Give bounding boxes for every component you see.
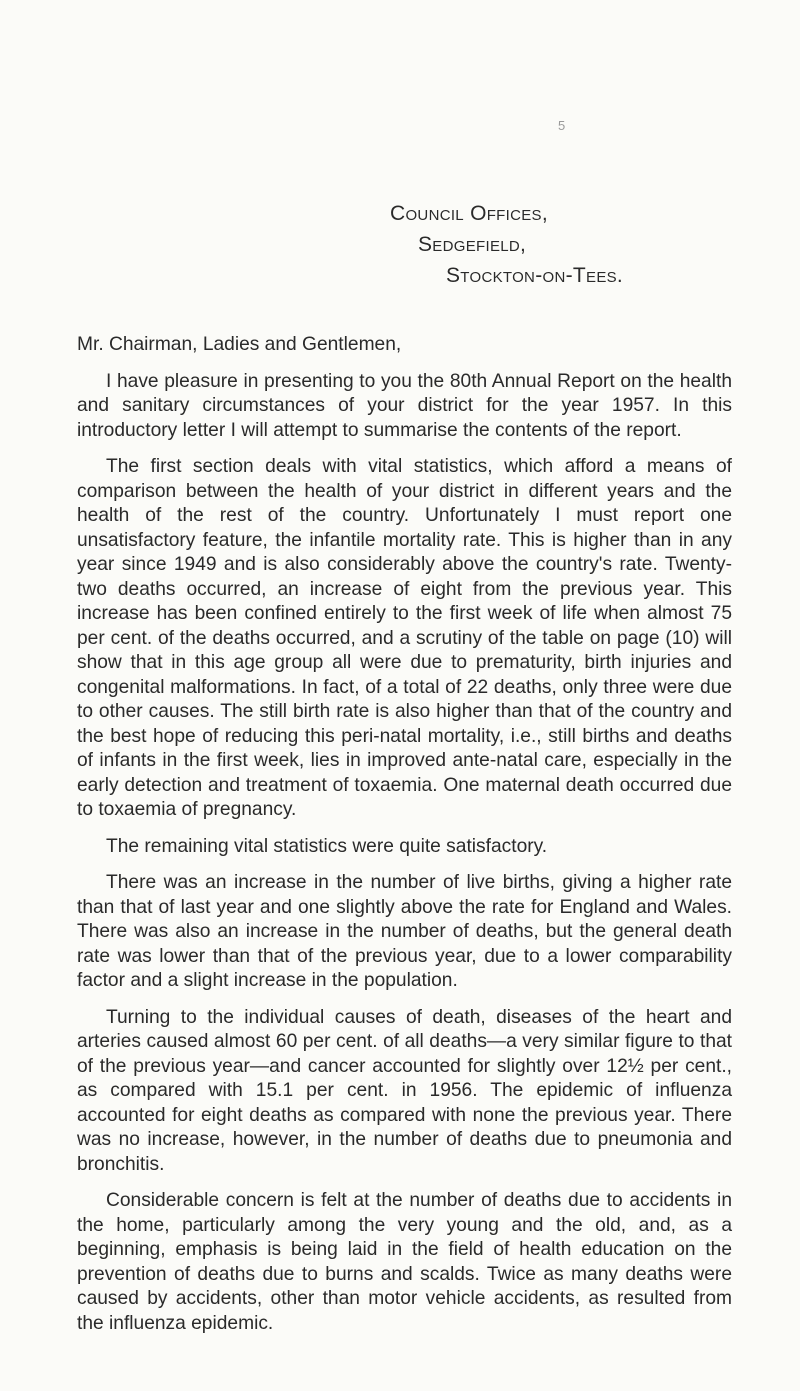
paragraph-remaining-statistics: The remaining vital statistics were quite satisfactory. [106,835,548,857]
letter-body [77,333,732,1348]
page-number: 5 [558,118,567,133]
address-line-stockton: Stockton-on-Tees. [446,264,624,287]
paragraph-introduction: I have pleasure in presenting to you the 80th Annual Report on the health and sanitary circumstances of your district for the year 1957. In this introductory letter I will attempt to summarise the contents of the report. [77,370,732,441]
paragraph-accidents: Considerable concern is felt at the number of deaths due to accidents in the home, particularly among the very young and the old, and, as a beginning, emphasis is being laid in the field of health education on the prevention of deaths due to burns and scalds. Twice as many deaths were caused by accidents, other than motor vehicle accidents, as resulted from the influenza epidemic. [77,1190,732,1334]
paragraph-causes-of-death: Turning to the individual causes of death, diseases of the heart and arteries caused almost 60 per cent. of all deaths—a very similar figure to that of the previous year—and cancer accounted for slightly over 12½ per cent., as compared with 15.1 per cent. in 1956. The epidemic of influenza accounted for eight deaths as compared with none the previous year. There was no increase, however, in the number of deaths due to pneumonia and bronchitis. [77,1006,732,1175]
address-line-council-offices: Council Offices, [390,202,548,225]
paragraph-births-deaths: There was an increase in the number of live births, giving a higher rate than that of last year and one slightly above the rate for England and Wales. There was also an increase in the number of deaths, but the general death rate was lower than that of the previous year, due to a lower comparability factor and a slight increase in the population. [77,872,732,991]
address-line-sedgefield: Sedgefield, [418,233,527,256]
salutation: Mr. Chairman, Ladies and Gentlemen, [77,334,402,355]
paragraph-vital-statistics: The first section deals with vital statistics, which afford a means of comparison between the health of your district in different years and the health of the rest of the country. Unfortunately I must report one unsatisfactory feature, the infantile mortality rate. This is higher than in any year since 1949 and is also considerably above the country's rate. Twenty-two deaths occurred, an increase of eight from the previous year. This increase has been confined entirely to the first week of life when almost 75 per cent. of the deaths occurred, and a scrutiny of the table on page (10) will show that in this age group all were due to prematurity, birth injuries and congenital malformations. In fact, of a total of 22 deaths, only three were due to other causes. The still birth rate is also higher than that of the country and the best hope of reducing this peri-natal mortality, i.e., still births and deaths of infants in the first week, lies in improved ante-natal care, especially in the early detection and treatment of toxaemia. One maternal death occurred due to toxaemia of pregnancy. [77,456,732,820]
